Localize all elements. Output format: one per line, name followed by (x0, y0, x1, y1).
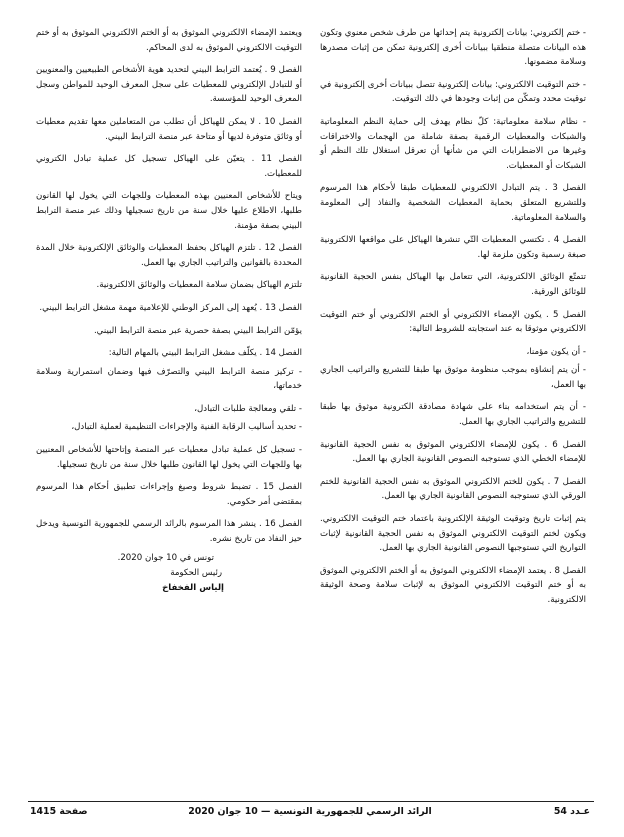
article-10: الفصل 10 . لا يمكن للهياكل أن تطلب من المتعاملين معها تقديم معطيات أو وثائق متوفرة لديها أو متاحة عبر منصة الترابط البيني. (36, 116, 303, 142)
article-14-task-2: - تلقي ومعالجة طلبات التبادل، (194, 403, 302, 414)
article-8-paragraph: ويعتمد الإمضاء الالكتروني الموثوق به أو الختم الالكتروني الموثوق به أو ختم التوقيت الالكتروني الموثوق به لدى المحاكم. (36, 28, 302, 53)
article-6: الفصل 6 . يكون للإمضاء الالكتروني الموثوق به نفس الحجية القانونية للإمضاء الخطي الذي تستوجبه النصوص القانونية الجاري بها العمل. (320, 439, 586, 465)
article-12: الفصل 12 . تلتزم الهياكل بحفظ المعطيات والوثائق الإلكترونية خلال المدة المحددة بالقوانين والتراتيب الجاري بها العمل. (36, 243, 302, 268)
article-5-condition-1: - أن يكون مؤمنا، (526, 346, 586, 357)
article-9: الفصل 9 . يُعتمد الترابط البيني لتحديد هوية الأشخاص الطبيعيين والمعنويين أو للتبادل الإلكتروني للمعطيات على سجل المعرف الوحيد للمواطن وسجل المعرف الوحيد للمؤسسة. (36, 65, 302, 105)
article-4: الفصل 4 . تكتسي المعطيات التّي تنشرها الهياكل على مواقعها الالكترونية صبغة رسمية وتكون ملزمة لها. (320, 235, 587, 260)
article-13-paragraph: يؤمّن الترابط البيني بصفة حصرية عبر منصة الترابط البيني. (93, 325, 302, 336)
article-15: الفصل 15 . تضبط شروط وصيغ وإجراءات تطبيق أحكام هذا المرسوم بمقتضى أمر حكومي. (36, 482, 302, 507)
article-14-task-1: - تركيز منصة الترابط البيني والتصرّف فيها وضمان استمرارية وسلامة خدماتها، (36, 366, 302, 392)
signature-date: تونس في 10 جوان 2020. (117, 552, 214, 563)
article-8: الفصل 8 . يعتمد الإمضاء الالكتروني الموثوق به أو الختم الالكتروني الموثوق به أو ختم التوقيت الالكتروني الموثوق به لإثبات سلامة وصحة الوثيقة الالكترونية. (320, 565, 587, 605)
journal-title: الرائد الرسمي للجمهورية التونسية — 10 جوان 2020 (188, 806, 432, 817)
definition-time-stamp: - ختم التوقيت الالكتروني: بيانات إلكترونية تتصل ببيانات أخرى إلكترونية في توقيت محدد وتمكّن من إثبات وجودها في ذلك التوقيت. (320, 79, 586, 105)
article-5-condition-2: - أن يتم إنشاؤه بموجب منظومة موثوق بها طبقا للتشريع والتراتيب الجاري بها العمل، (320, 365, 586, 390)
footer-divider (28, 801, 594, 802)
signatory-name: إلياس الفخفاخ (162, 582, 224, 593)
article-14: الفصل 14 . يكلّف مشغل الترابط البيني بالمهام التالية: (108, 348, 302, 359)
article-16: الفصل 16 . ينشر هذا المرسوم بالرائد الرسمي للجمهورية التونسية ويدخل حيز النفاذ من تاريخ نشره. (36, 519, 302, 545)
article-11-paragraph: ويتاح للأشخاص المعنيين بهذه المعطيات وللجهات التي يخول لها القانون طلبها، الاطلاع عليها خلال سنة من تاريخ تسجيلها وذلك عبر منصة الترابط البيني بصفة مؤمنة. (36, 191, 302, 231)
article-4-paragraph: تتمتّع الوثائق الالكترونية، التي تتعامل بها الهياكل بنفس الحجية القانونية للوثائق الورقية. (320, 272, 586, 297)
article-13: الفصل 13 . يُعهد إلى المركز الوطني للإعلامية مهمة مشغل الترابط البيني. (39, 302, 302, 313)
definition-security-system: - نظام سلامة معلوماتية: كلّ نظام يهدف إلى حماية النظم المعلوماتية والشبكات والمعطيات الرقمية بصفة شاملة من الهجمات والاختراقات وغيرها من الاضطرابات التي من شأنها أن تعرقل استغلال تلك النظم أو الشبكات أو المعطيات. (320, 116, 586, 171)
article-7: الفصل 7 . يكون للختم الالكتروني الموثوق به نفس الحجية القانونية للختم الورقي الذي تستوجبه النصوص القانونية الجاري بها العمل. (320, 476, 586, 502)
definition-electronic-seal: - ختم إلكتروني: بيانات إلكترونية يتم إحداثها من طرف شخص معنوي وتكون هذه البيانات متصلة منطقيا ببيانات أخرى إلكترونية تمكن من إثبات مصدرها وسلامة مضمونها. (320, 28, 586, 68)
article-5-condition-3: - أن يتم استخدامه بناء على شهادة مصادقة الكترونية موثوق بها طبقا للتشريع والتراتيب الجاري بها العمل. (320, 402, 586, 428)
article-14-task-4: - تسجيل كل عملية تبادل معطيات عبر المنصة وإتاحتها للأشخاص المعنيين بها وللجهات التي يخول لها القانون طلبها خلال سنة من تاريخ تسجيلها. (36, 445, 302, 470)
left-column (36, 26, 302, 596)
right-column (320, 26, 586, 616)
article-3: الفصل 3 . يتم التبادل الالكتروني للمعطيات طبقا لأحكام هذا المرسوم وللتشريع المتعلق بحماية المعطيات الشخصية والنفاذ إلى المعلومة والسلامة المعلوماتية. (320, 183, 586, 223)
article-5: الفصل 5 . يكون الإمضاء الالكتروني أو الختم الالكتروني أو ختم التوقيت الالكتروني موثوقا به عند استجابته للشروط التالية: (320, 309, 587, 335)
article-14-task-3: - تحديد أساليب الرقابة الفنية والإجراءات التنظيمية لعملية التبادل، (71, 422, 302, 433)
page-number: صفحة 1415 (30, 806, 88, 817)
signatory-title: رئيس الحكومة (170, 567, 222, 578)
article-7-paragraph: يتم إثبات تاريخ وتوقيت الوثيقة الإلكترونية باعتماد ختم التوقيت الالكتروني. ويكون لختم التوقيت الالكتروني الموثوق به نفس الحجية القانونية لإثبات التواريخ التي تستوجبها النصوص القانونية الجاري بها العمل. (320, 514, 586, 554)
page-footer (30, 806, 590, 822)
issue-number: عـدد 54 (553, 806, 590, 817)
article-12-paragraph: تلتزم الهياكل بضمان سلامة المعطيات والوثائق الالكترونية. (96, 280, 302, 291)
article-11: الفصل 11 . يتعيّن على الهياكل تسجيل كل عملية تبادل الكتروني للمعطيات. (36, 154, 302, 179)
